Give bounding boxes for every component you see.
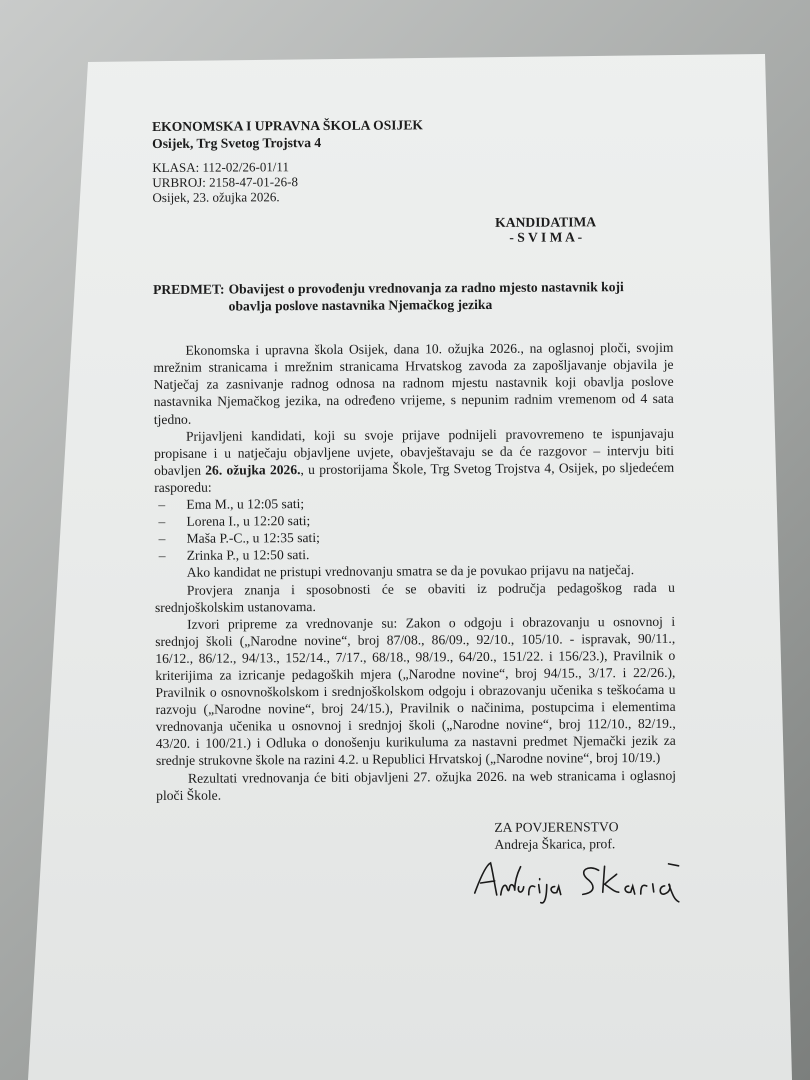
text-line: Natječaj za zasnivanje radnog odnosa na radnom mjestu nastavnik koji obavlja poslove [153,374,674,393]
text-line: Pravilnik o osnovnoškolskom i srednjoškolskom odgoju i obrazovanju učenika s teškoćama u [155,681,676,701]
signature-block [494,818,676,853]
school-name: EKONOMSKA I UPRAVNA ŠKOLA OSIJEK [152,117,424,134]
dash: – [158,531,166,547]
text-line: rasporedu: [154,479,212,495]
subject-line: obavlja poslove nastavnika Njemačkog jezika [228,297,493,314]
urbroj: URBROJ: 2158-47-01-26-8 [152,174,298,190]
text-line: kriterijima za izricanje pedagoških mjera („Narodne novine“, broj 94/15., 3/17. i 22/26.), [155,664,676,683]
text-line: Ekonomska i upravna škola Osijek, dana 10. ožujka 2026., na oglasnoj ploči, svojim [185,340,674,358]
subject-line: Obavijest o provođenju vrednovanja za radno mjesto nastavnik koji [228,279,624,297]
document [152,115,677,913]
recipient-line1: KANDIDATIMA [495,214,597,230]
recipient-line2: - S V I M A - [509,229,583,245]
text-line: propisane i u natječaju objavljene uvjete, obavještavaju se da će razgovor – intervju biti [154,442,675,461]
committee-title: ZA POVJERENSTVO [494,818,619,835]
text-line [154,459,674,479]
subject-label: PREDMET: [153,281,225,297]
text-line: ploči Škole. [156,787,222,803]
text: obavljen [154,462,206,478]
text-line: nastavnika Njemačkog jezika, na određeno vrijeme, s nepunim radnim vremenom od 4 sata [153,391,674,410]
signatory-name: Andreja Škarica, prof. [494,835,616,852]
document-date: Osijek, 23. ožujka 2026. [152,189,280,205]
handwritten-signature [469,856,677,911]
text-line: 43/20. i 100/21.) i Odluka o donošenju kurikuluma za nastavni predmet Njemački jezik za [155,733,676,752]
school-address: Osijek, Trg Svetog Trojstva 4 [152,134,322,151]
text-line: Rezultati vrednovanja će biti objavljeni 27. ožujka 2026. na web stranicama i oglasnoj [187,767,677,786]
text-line: Ako kandidat ne pristupi vrednovanju smatra se da je povukao prijavu na natječaj. [186,562,635,581]
schedule-text: Lorena I., u 12:20 sati; [186,513,311,529]
text-line: mrežnim stranicama i mrežnim stranicama Hrvatskog zavoda za zapošljavanje objavila je [153,357,674,376]
interview-date: 26. ožujka 2026. [205,461,301,478]
text-line: vrednovanja učenika u osnovnoj i srednjoj školi („Narodne novine“, broj 112/10., 82/19., [155,716,676,735]
text-line: Izvori pripreme za vrednovanje su: Zakon o odgoju i obrazovanju u osnovnoj i [187,613,676,632]
text-line: tjedno. [153,411,192,427]
text-line: Provjera znanja i sposobnosti će se obaviti iz područja pedagoškog rada u [186,579,675,598]
dash: – [158,548,166,564]
dash: – [158,496,166,512]
letter-body [153,339,676,804]
text-line: srednje strukovne škole na razini 4.2. u Republici Hrvatskoj („Narodne novine“, broj 10/19.) [155,750,661,769]
schedule-text: Maša P.-C., u 12:35 sati; [186,530,320,547]
klasa: KLASA: 112-02/26-01/11 [152,159,289,175]
subject [153,278,673,315]
text-line: razvoju („Narodne novine“, broj 24/15.), Pravilnik o načinima, postupcima i elementima [155,698,676,718]
text-line: srednjoj školi („Narodne novine“, broj 87/08., 86/09., 92/10., 105/10. - ispravak, 90/11., [155,630,676,649]
dash: – [158,514,166,530]
text-line: srednjoškolskim ustanovama. [154,598,316,615]
text: , u prostorijama Škole, Trg Svetog Trojstva 4, Osijek, po sljedećem [300,459,675,477]
text-line: 16/12., 86/12., 94/13., 152/14., 7/17., 68/18., 98/19., 64/20., 151/22. i 156/23.), Pravilnik o [155,647,676,666]
schedule-text: Ema M., u 12:05 sati; [186,496,305,512]
text-line: Prijavljeni kandidati, koji su svoje prijave podnijeli pravovremeno te ispunjavaju [185,425,674,444]
schedule-text: Zrinka P., u 12:50 sati. [186,547,310,564]
